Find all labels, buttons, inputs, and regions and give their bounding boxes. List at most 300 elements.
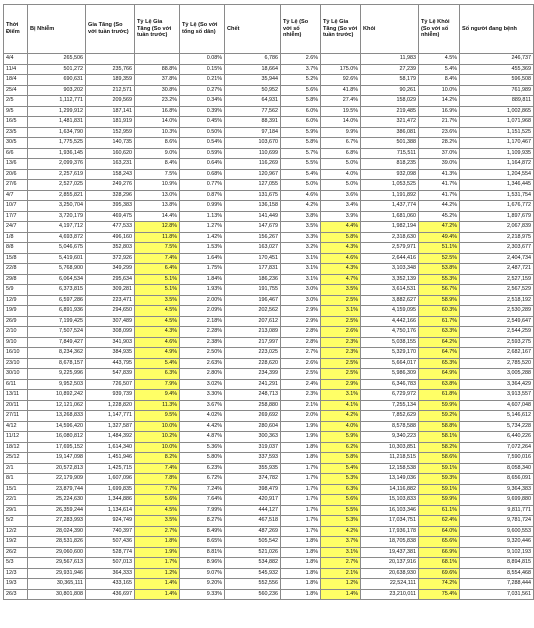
cell-recovered: 17,034,751 bbox=[361, 516, 419, 527]
cell-death-rate: 1.8% bbox=[281, 547, 321, 558]
cell-time: 15/8 bbox=[4, 253, 28, 264]
cell-time: 6/6 bbox=[4, 148, 28, 159]
cell-recovered: 58,179 bbox=[361, 75, 419, 86]
cell-recovery-rate: 28.2% bbox=[419, 138, 460, 149]
cell-population-rate: 0.15% bbox=[180, 64, 225, 75]
cell-death-increase-rate: 2.3% bbox=[321, 337, 361, 348]
cell-infected: 19,147,098 bbox=[28, 453, 86, 464]
cell-increase: 309,281 bbox=[86, 285, 135, 296]
cell-recovery-rate: 61.1% bbox=[419, 505, 460, 516]
cell-death-rate: 1.9% bbox=[281, 421, 321, 432]
cell-deaths: 6,786 bbox=[225, 54, 281, 65]
cell-increase: 469,475 bbox=[86, 211, 135, 222]
cell-active-cases: 1,676,772 bbox=[460, 201, 534, 212]
cell-death-rate: 3.0% bbox=[281, 285, 321, 296]
cell-deaths: 97,184 bbox=[225, 127, 281, 138]
cell-recovery-rate: 59.1% bbox=[419, 484, 460, 495]
table-row bbox=[4, 495, 534, 506]
cell-population-rate: 9.07% bbox=[180, 568, 225, 579]
cell-recovered: 818,235 bbox=[361, 159, 419, 170]
cell-active-cases: 2,567,529 bbox=[460, 285, 534, 296]
cell-increase-rate: 13.8% bbox=[135, 201, 180, 212]
cell-recovered: 715,511 bbox=[361, 148, 419, 159]
cell-active-cases: 7,590,016 bbox=[460, 453, 534, 464]
cell-death-rate: 5.2% bbox=[281, 75, 321, 86]
cell-recovery-rate: 66.9% bbox=[419, 547, 460, 558]
cell-population-rate: 1.84% bbox=[180, 274, 225, 285]
cell-active-cases: 7,288,444 bbox=[460, 579, 534, 590]
cell-death-rate: 2.9% bbox=[281, 316, 321, 327]
cell-death-rate: 1.7% bbox=[281, 484, 321, 495]
cell-active-cases: 2,549,647 bbox=[460, 316, 534, 327]
cell-population-rate: 1.13% bbox=[180, 211, 225, 222]
cell-increase-rate: 12.8% bbox=[135, 222, 180, 233]
cell-death-increase-rate: 4.1% bbox=[321, 400, 361, 411]
cell-deaths: 398,479 bbox=[225, 484, 281, 495]
table-row bbox=[4, 285, 534, 296]
cell-time: 11/12 bbox=[4, 432, 28, 443]
cell-death-increase-rate: 5.8% bbox=[321, 453, 361, 464]
cell-death-increase-rate: 5.4% bbox=[321, 463, 361, 474]
cell-death-increase-rate: 2.3% bbox=[321, 348, 361, 359]
cell-death-rate: 6.0% bbox=[281, 106, 321, 117]
cell-population-rate: 2.00% bbox=[180, 295, 225, 306]
cell-death-increase-rate: 4.0% bbox=[321, 169, 361, 180]
cell-increase: 352,803 bbox=[86, 243, 135, 254]
cell-active-cases: 3,005,288 bbox=[460, 369, 534, 380]
cell-increase: 307,489 bbox=[86, 316, 135, 327]
cell-active-cases: 2,518,192 bbox=[460, 295, 534, 306]
cell-time: 5/3 bbox=[4, 558, 28, 569]
cell-population-rate: 9.20% bbox=[180, 579, 225, 590]
cell-increase: 181,919 bbox=[86, 117, 135, 128]
cell-time: 25/4 bbox=[4, 85, 28, 96]
cell-active-cases: 9,781,724 bbox=[460, 516, 534, 527]
cell-deaths: 534,882 bbox=[225, 558, 281, 569]
cell-recovered: 7,255,134 bbox=[361, 400, 419, 411]
table-row bbox=[4, 127, 534, 138]
cell-active-cases: 246,737 bbox=[460, 54, 534, 65]
cell-death-rate: 5.6% bbox=[281, 85, 321, 96]
cell-increase: 507,013 bbox=[86, 558, 135, 569]
cell-recovery-rate: 49.4% bbox=[419, 232, 460, 243]
cell-population-rate: 0.34% bbox=[180, 96, 225, 107]
cell-active-cases: 8,656,091 bbox=[460, 474, 534, 485]
cell-death-increase-rate: 4.3% bbox=[321, 243, 361, 254]
cell-infected: 30,365,111 bbox=[28, 579, 86, 590]
cell-active-cases: 2,527,159 bbox=[460, 274, 534, 285]
table-row bbox=[4, 243, 534, 254]
cell-death-increase-rate: 4.4% bbox=[321, 222, 361, 233]
cell-infected: 25,224,630 bbox=[28, 495, 86, 506]
cell-increase: 1,134,614 bbox=[86, 505, 135, 516]
cell-increase: 235,766 bbox=[86, 64, 135, 75]
cell-population-rate: 0.45% bbox=[180, 117, 225, 128]
cell-recovered: 9,340,223 bbox=[361, 432, 419, 443]
cell-increase: 1,614,340 bbox=[86, 442, 135, 453]
cell-deaths: 191,755 bbox=[225, 285, 281, 296]
cell-infected: 7,507,524 bbox=[28, 327, 86, 338]
cell-active-cases: 889,811 bbox=[460, 96, 534, 107]
cell-population-rate: 1.53% bbox=[180, 243, 225, 254]
cell-active-cases: 2,785,520 bbox=[460, 358, 534, 369]
cell-infected: 14,596,420 bbox=[28, 421, 86, 432]
table-row bbox=[4, 421, 534, 432]
cell-increase: 433,165 bbox=[86, 579, 135, 590]
cell-recovery-rate: 47.2% bbox=[419, 222, 460, 233]
col-header-active-cases: Số người đang bệnh bbox=[460, 5, 534, 54]
cell-increase: 163,231 bbox=[86, 159, 135, 170]
cell-recovered: 5,986,309 bbox=[361, 369, 419, 380]
cell-population-rate: 4.42% bbox=[180, 421, 225, 432]
cell-recovered: 3,882,627 bbox=[361, 295, 419, 306]
cell-death-increase-rate: 4.6% bbox=[321, 253, 361, 264]
cell-infected: 3,250,704 bbox=[28, 201, 86, 212]
cell-recovered: 5,038,155 bbox=[361, 337, 419, 348]
cell-death-increase-rate: 2.5% bbox=[321, 295, 361, 306]
cell-active-cases: 2,404,734 bbox=[460, 253, 534, 264]
cell-recovery-rate: 59.2% bbox=[419, 411, 460, 422]
table-body bbox=[4, 54, 534, 600]
cell-time: 27/6 bbox=[4, 180, 28, 191]
cell-deaths: 300,363 bbox=[225, 432, 281, 443]
cell-recovery-rate: 41.3% bbox=[419, 169, 460, 180]
cell-population-rate: 3.30% bbox=[180, 390, 225, 401]
cell-deaths: 35,944 bbox=[225, 75, 281, 86]
cell-active-cases: 5,734,228 bbox=[460, 421, 534, 432]
cell-recovered: 1,982,194 bbox=[361, 222, 419, 233]
cell-death-increase-rate: 14.0% bbox=[321, 117, 361, 128]
cell-time: 30/5 bbox=[4, 138, 28, 149]
cell-recovery-rate: 63.8% bbox=[419, 379, 460, 390]
cell-infected: 7,199,425 bbox=[28, 316, 86, 327]
cell-deaths: 116,269 bbox=[225, 159, 281, 170]
cell-deaths: 136,158 bbox=[225, 201, 281, 212]
table-row bbox=[4, 390, 534, 401]
cell-recovered: 20,638,930 bbox=[361, 568, 419, 579]
cell-increase-rate: 5.6% bbox=[135, 495, 180, 506]
cell-time: 10/7 bbox=[4, 201, 28, 212]
cell-deaths: 163,027 bbox=[225, 243, 281, 254]
cell-infected: 690,631 bbox=[28, 75, 86, 86]
cell-population-rate: 0.64% bbox=[180, 159, 225, 170]
cell-deaths: 234,399 bbox=[225, 369, 281, 380]
cell-time: 25/12 bbox=[4, 453, 28, 464]
cell-active-cases: 2,487,721 bbox=[460, 264, 534, 275]
cell-infected: 6,891,936 bbox=[28, 306, 86, 317]
cell-increase-rate: 4.5% bbox=[135, 306, 180, 317]
cell-death-rate: 4.6% bbox=[281, 190, 321, 201]
cell-recovered: 932,098 bbox=[361, 169, 419, 180]
cell-time: 6/11 bbox=[4, 379, 28, 390]
cell-infected: 26,359,244 bbox=[28, 505, 86, 516]
table-row bbox=[4, 201, 534, 212]
table-row bbox=[4, 379, 534, 390]
cell-infected: 28,531,826 bbox=[28, 537, 86, 548]
table-row bbox=[4, 432, 534, 443]
cell-death-increase-rate: 92.6% bbox=[321, 75, 361, 86]
cell-deaths: 202,562 bbox=[225, 306, 281, 317]
cell-infected: 3,720,179 bbox=[28, 211, 86, 222]
cell-increase-rate: 14.0% bbox=[135, 117, 180, 128]
cell-recovered: 12,158,538 bbox=[361, 463, 419, 474]
cell-deaths: 258,880 bbox=[225, 400, 281, 411]
cell-increase-rate: 7.5% bbox=[135, 169, 180, 180]
cell-death-rate: 3.5% bbox=[281, 222, 321, 233]
cell-time: 16/5 bbox=[4, 117, 28, 128]
cell-increase-rate: 13.0% bbox=[135, 190, 180, 201]
cell-deaths: 141,449 bbox=[225, 211, 281, 222]
cell-death-increase-rate: 9.9% bbox=[321, 127, 361, 138]
cell-deaths: 505,542 bbox=[225, 537, 281, 548]
cell-death-increase-rate: 6.2% bbox=[321, 442, 361, 453]
cell-active-cases: 7,031,561 bbox=[460, 589, 534, 600]
cell-infected: 8,678,157 bbox=[28, 358, 86, 369]
cell-increase: 1,147,771 bbox=[86, 411, 135, 422]
table-row bbox=[4, 516, 534, 527]
cell-population-rate: 0.50% bbox=[180, 127, 225, 138]
col-header-death-increase-rate: Tỷ Lệ Gia Tăng (So với tuần trước) bbox=[321, 5, 361, 54]
table-row bbox=[4, 348, 534, 359]
cell-death-increase-rate: 2.9% bbox=[321, 379, 361, 390]
cell-death-rate: 1.8% bbox=[281, 589, 321, 600]
cell-death-rate: 2.4% bbox=[281, 379, 321, 390]
table-row bbox=[4, 337, 534, 348]
cell-recovered: 22,524,111 bbox=[361, 579, 419, 590]
cell-death-rate: 5.0% bbox=[281, 180, 321, 191]
cell-death-increase-rate: 5.0% bbox=[321, 180, 361, 191]
cell-death-rate: 1.8% bbox=[281, 442, 321, 453]
cell-increase: 364,333 bbox=[86, 568, 135, 579]
cell-population-rate: 8.49% bbox=[180, 526, 225, 537]
cell-deaths: 147,679 bbox=[225, 222, 281, 233]
cell-increase-rate: 5.1% bbox=[135, 285, 180, 296]
cell-death-rate: 2.8% bbox=[281, 327, 321, 338]
cell-time: 2/1 bbox=[4, 463, 28, 474]
cell-recovered: 386,081 bbox=[361, 127, 419, 138]
cell-increase-rate: 6.3% bbox=[135, 369, 180, 380]
cell-active-cases: 1,204,554 bbox=[460, 169, 534, 180]
cell-recovered: 2,644,416 bbox=[361, 253, 419, 264]
cell-recovery-rate: 64.0% bbox=[419, 526, 460, 537]
cell-death-increase-rate: 3.7% bbox=[321, 537, 361, 548]
cell-active-cases: 8,554,468 bbox=[460, 568, 534, 579]
cell-death-rate: 6.0% bbox=[281, 117, 321, 128]
table-row bbox=[4, 106, 534, 117]
cell-deaths: 269,692 bbox=[225, 411, 281, 422]
cell-death-rate: 2.6% bbox=[281, 54, 321, 65]
cell-increase-rate: 16.8% bbox=[135, 106, 180, 117]
cell-recovered: 20,137,916 bbox=[361, 558, 419, 569]
cell-recovered: 16,103,346 bbox=[361, 505, 419, 516]
cell-increase-rate: 7.8% bbox=[135, 474, 180, 485]
cell-increase-rate: 14.4% bbox=[135, 211, 180, 222]
cell-increase-rate: 10.2% bbox=[135, 432, 180, 443]
cell-deaths: 110,699 bbox=[225, 148, 281, 159]
cell-time: 22/8 bbox=[4, 264, 28, 275]
cell-infected: 2,855,821 bbox=[28, 190, 86, 201]
cell-increase-rate: 8.2% bbox=[135, 453, 180, 464]
cell-population-rate: 1.64% bbox=[180, 253, 225, 264]
cell-death-rate: 3.1% bbox=[281, 253, 321, 264]
cell-infected: 1,299,912 bbox=[28, 106, 86, 117]
cell-recovery-rate: 58.9% bbox=[419, 295, 460, 306]
cell-infected: 903,202 bbox=[28, 85, 86, 96]
table-row bbox=[4, 484, 534, 495]
cell-population-rate: 1.27% bbox=[180, 222, 225, 233]
cell-infected: 1,634,790 bbox=[28, 127, 86, 138]
cell-recovered: 19,437,381 bbox=[361, 547, 419, 558]
cell-increase-rate: 1.7% bbox=[135, 558, 180, 569]
cell-recovery-rate: 61.8% bbox=[419, 390, 460, 401]
cell-recovery-rate: 23.6% bbox=[419, 127, 460, 138]
cell-death-increase-rate: 3.1% bbox=[321, 306, 361, 317]
table-row bbox=[4, 474, 534, 485]
cell-increase: 1,484,392 bbox=[86, 432, 135, 443]
table-row bbox=[4, 547, 534, 558]
cell-time: 9/10 bbox=[4, 337, 28, 348]
table-row bbox=[4, 222, 534, 233]
cell-increase: 507,436 bbox=[86, 537, 135, 548]
cell-increase: 547,839 bbox=[86, 369, 135, 380]
cell-population-rate: 6.23% bbox=[180, 463, 225, 474]
cell-infected: 9,952,503 bbox=[28, 379, 86, 390]
cell-active-cases: 3,364,429 bbox=[460, 379, 534, 390]
cell-death-increase-rate: 27.4% bbox=[321, 96, 361, 107]
cell-recovered: 6,729,972 bbox=[361, 390, 419, 401]
cell-increase: 1,699,835 bbox=[86, 484, 135, 495]
cell-death-increase-rate: 3.6% bbox=[321, 190, 361, 201]
cell-active-cases: 1,170,467 bbox=[460, 138, 534, 149]
table-header-row bbox=[4, 5, 534, 54]
col-header-death-rate: Tỷ Lệ (So với số nhiễm) bbox=[281, 5, 321, 54]
cell-recovered: 23,210,011 bbox=[361, 589, 419, 600]
col-header-infected: Bị Nhiễm bbox=[28, 5, 86, 54]
cell-increase-rate: 3.5% bbox=[135, 295, 180, 306]
cell-deaths: 552,556 bbox=[225, 579, 281, 590]
cell-recovered: 4,159,095 bbox=[361, 306, 419, 317]
cell-increase-rate: 11.3% bbox=[135, 400, 180, 411]
cell-increase: 189,359 bbox=[86, 75, 135, 86]
cell-time: 23/10 bbox=[4, 358, 28, 369]
col-header-increase-rate: Tỷ Lệ Gia Tăng (So với tuần trước) bbox=[135, 5, 180, 54]
table-row bbox=[4, 358, 534, 369]
cell-active-cases: 2,303,677 bbox=[460, 243, 534, 254]
cell-increase-rate: 4.6% bbox=[135, 337, 180, 348]
cell-time: 29/8 bbox=[4, 274, 28, 285]
table-row bbox=[4, 463, 534, 474]
cell-increase-rate: 4.9% bbox=[135, 348, 180, 359]
cell-active-cases: 2,544,259 bbox=[460, 327, 534, 338]
cell-death-rate: 3.1% bbox=[281, 274, 321, 285]
cell-recovery-rate: 59.9% bbox=[419, 495, 460, 506]
cell-death-increase-rate: 19.5% bbox=[321, 106, 361, 117]
cell-recovered: 3,103,348 bbox=[361, 264, 419, 275]
cell-time: 17/7 bbox=[4, 211, 28, 222]
cell-death-increase-rate: 4.0% bbox=[321, 421, 361, 432]
cell-death-increase-rate: 5.3% bbox=[321, 516, 361, 527]
cell-infected: 4,197,712 bbox=[28, 222, 86, 233]
table-row bbox=[4, 579, 534, 590]
cell-active-cases: 9,364,383 bbox=[460, 484, 534, 495]
cell-death-rate: 5.5% bbox=[281, 159, 321, 170]
cell-increase: 1,451,946 bbox=[86, 453, 135, 464]
cell-deaths: 560,236 bbox=[225, 589, 281, 600]
col-header-population-rate: Tỷ Lệ (So với tổng số dân) bbox=[180, 5, 225, 54]
cell-time: 16/10 bbox=[4, 348, 28, 359]
cell-recovery-rate: 41.7% bbox=[419, 180, 460, 191]
cell-death-increase-rate: 5.3% bbox=[321, 474, 361, 485]
table-row bbox=[4, 369, 534, 380]
table-row bbox=[4, 64, 534, 75]
cell-time: 1/8 bbox=[4, 232, 28, 243]
cell-time: 27/11 bbox=[4, 411, 28, 422]
cell-deaths: 177,831 bbox=[225, 264, 281, 275]
cell-deaths: 77,562 bbox=[225, 106, 281, 117]
table-row bbox=[4, 411, 534, 422]
cell-increase: 924,749 bbox=[86, 516, 135, 527]
cell-death-rate: 5.8% bbox=[281, 138, 321, 149]
cell-population-rate: 8.81% bbox=[180, 547, 225, 558]
cell-increase: 349,299 bbox=[86, 264, 135, 275]
cell-population-rate: 0.68% bbox=[180, 169, 225, 180]
cell-active-cases: 2,218,975 bbox=[460, 232, 534, 243]
cell-time: 5/2 bbox=[4, 516, 28, 527]
cell-population-rate: 0.99% bbox=[180, 201, 225, 212]
cell-recovered: 10,303,851 bbox=[361, 442, 419, 453]
cell-time: 8/8 bbox=[4, 243, 28, 254]
cell-increase-rate: 7.7% bbox=[135, 484, 180, 495]
table-row bbox=[4, 117, 534, 128]
cell-recovered: 90,261 bbox=[361, 85, 419, 96]
cell-death-rate: 2.9% bbox=[281, 306, 321, 317]
cell-increase-rate: 7.9% bbox=[135, 379, 180, 390]
cell-death-rate: 1.8% bbox=[281, 453, 321, 464]
cell-population-rate: 1.42% bbox=[180, 232, 225, 243]
table-row bbox=[4, 148, 534, 159]
cell-recovered: 27,239 bbox=[361, 64, 419, 75]
cell-time: 24/7 bbox=[4, 222, 28, 233]
table-row bbox=[4, 54, 534, 65]
cell-time: 20/6 bbox=[4, 169, 28, 180]
cell-active-cases: 1,002,865 bbox=[460, 106, 534, 117]
cell-population-rate: 0.77% bbox=[180, 180, 225, 191]
cell-death-rate: 5.4% bbox=[281, 169, 321, 180]
cell-active-cases: 455,369 bbox=[460, 64, 534, 75]
table-row bbox=[4, 232, 534, 243]
cell-population-rate: 3.67% bbox=[180, 400, 225, 411]
cell-increase-rate: 1.2% bbox=[135, 568, 180, 579]
table-row bbox=[4, 75, 534, 86]
table-row bbox=[4, 589, 534, 600]
cell-active-cases: 4,607,048 bbox=[460, 400, 534, 411]
cell-deaths: 319,037 bbox=[225, 442, 281, 453]
cell-deaths: 217,997 bbox=[225, 337, 281, 348]
cell-death-increase-rate: 4.2% bbox=[321, 411, 361, 422]
cell-increase-rate bbox=[135, 54, 180, 65]
cell-deaths: 131,675 bbox=[225, 190, 281, 201]
cell-recovery-rate: 62.4% bbox=[419, 516, 460, 527]
cell-time: 19/2 bbox=[4, 537, 28, 548]
table-row bbox=[4, 316, 534, 327]
cell-active-cases: 9,811,771 bbox=[460, 505, 534, 516]
cell-deaths: 420,917 bbox=[225, 495, 281, 506]
table-row bbox=[4, 306, 534, 317]
cell-deaths: 103,670 bbox=[225, 138, 281, 149]
cell-population-rate: 7.24% bbox=[180, 484, 225, 495]
cell-population-rate: 0.54% bbox=[180, 138, 225, 149]
cell-time: 8/1 bbox=[4, 474, 28, 485]
